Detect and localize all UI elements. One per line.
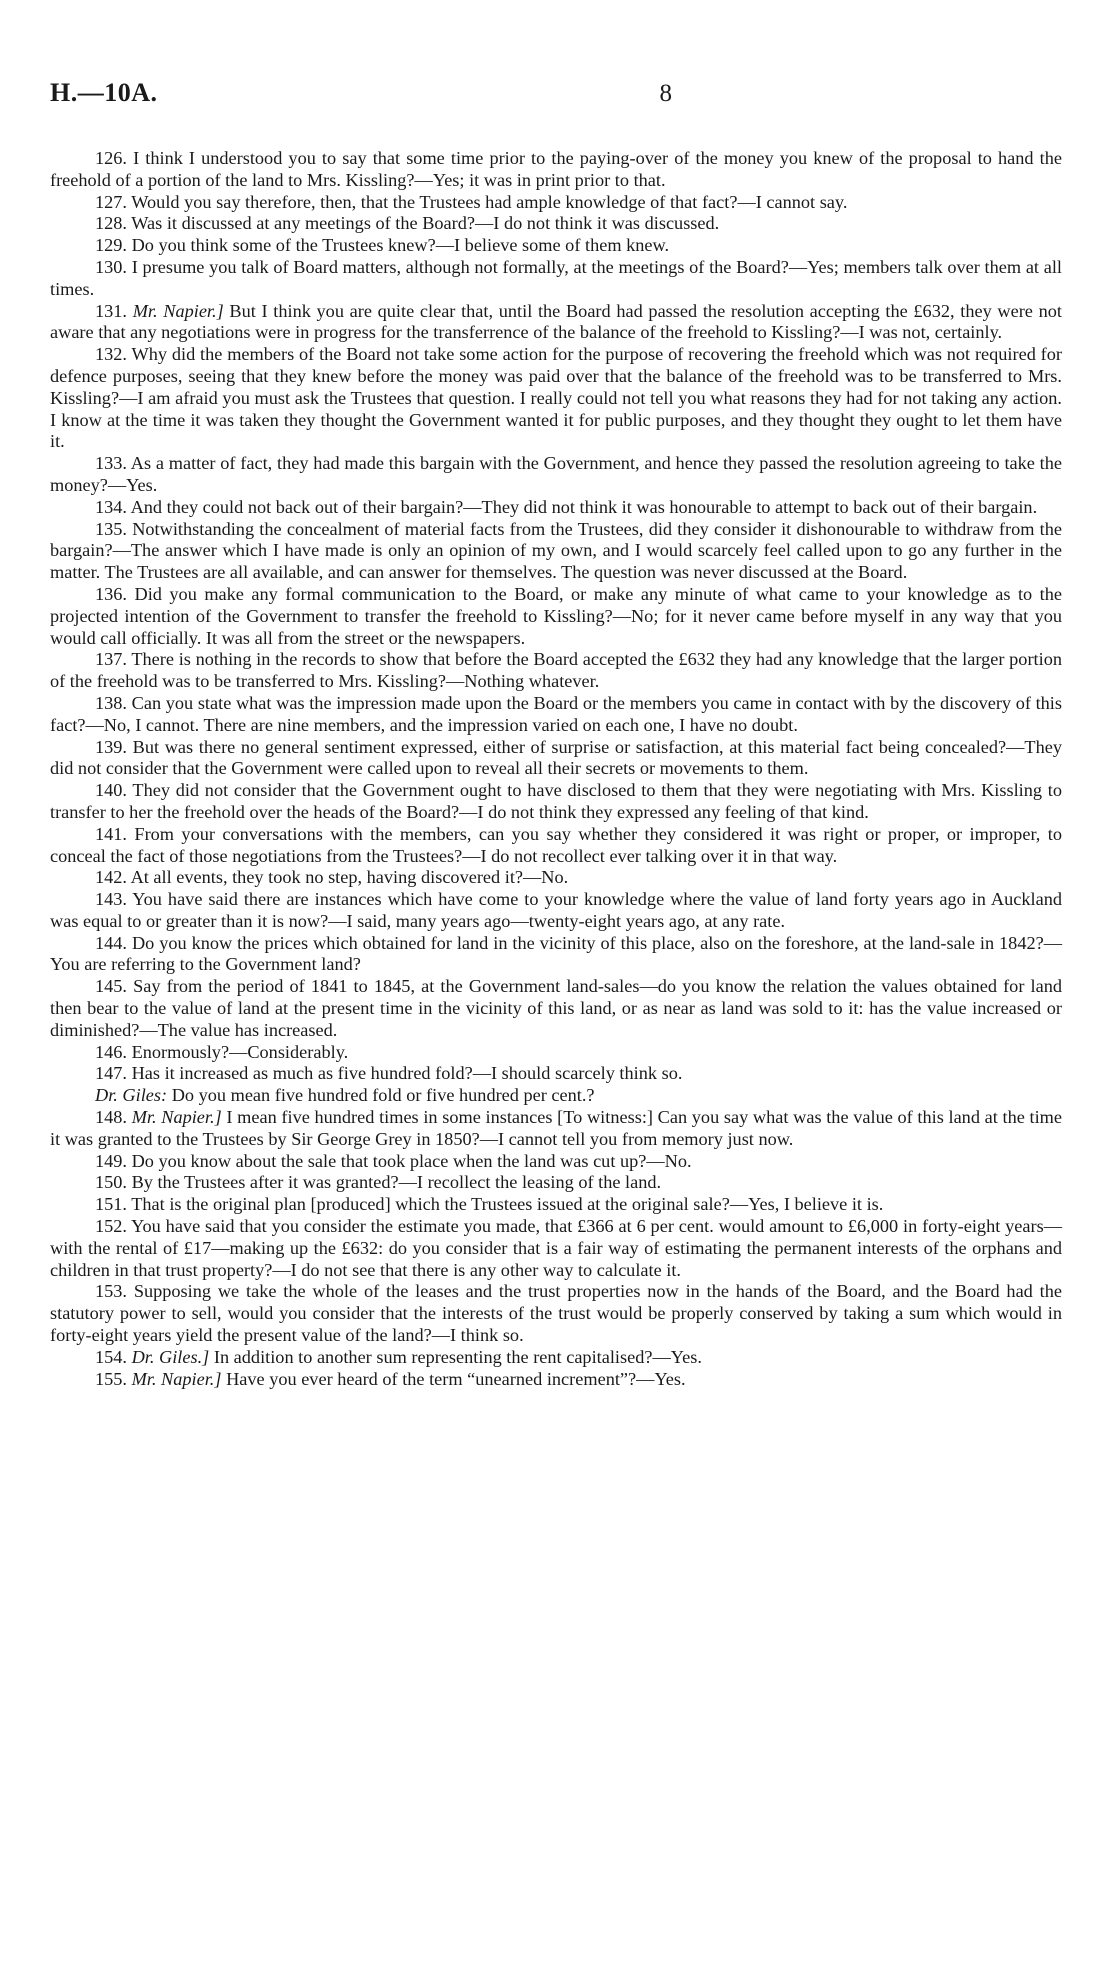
page-number: 8 bbox=[659, 80, 672, 107]
question-number: 155. bbox=[95, 1368, 127, 1389]
testimony-paragraph bbox=[50, 693, 1062, 737]
paragraph-text: At all events, they took no step, having discovered it?—No. bbox=[130, 867, 569, 888]
paragraph-text: Do you mean five hundred fold or five hundred per cent.? bbox=[171, 1085, 595, 1106]
paragraph-text: Has it increased as much as five hundred fold?—I should scarcely think so. bbox=[131, 1063, 683, 1084]
testimony-paragraph bbox=[50, 213, 1062, 235]
question-number: 128. bbox=[95, 213, 127, 234]
paragraph-text: Why did the members of the Board not take some action for the purpose of recovering the freehold which was not required for defence purposes, seeing that they knew before the money was paid over that the balance of the freehold was to be transferred to Mrs. Kissling?—I am afraid you must ask the Trustees that question. I really could not tell you what reasons they had for not taking any action. I know at the time it was taken they thought the Government wanted it for public purposes, and they thought they ought to let them have it. bbox=[50, 344, 1062, 452]
testimony-paragraph bbox=[50, 1216, 1062, 1281]
testimony-paragraph bbox=[50, 584, 1062, 649]
question-number: 134. bbox=[95, 496, 127, 517]
testimony-paragraph bbox=[50, 497, 1062, 519]
speaker-name: Dr. Giles.] bbox=[131, 1346, 210, 1367]
paragraph-text: Have you ever heard of the term “unearned increment”?—Yes. bbox=[226, 1368, 686, 1389]
paragraph-text: In addition to another sum representing the rent capitalised?—Yes. bbox=[213, 1346, 702, 1367]
question-number: 137. bbox=[95, 649, 127, 670]
paragraph-text: Did you make any formal communication to the Board, or make any minute of what came to your knowledge as to the projected intention of the Government to transfer the freehold to Kissling?—No; for it never came before myself in any way that you would call officially. It was all from the street or the newspapers. bbox=[50, 583, 1062, 648]
question-number: 132. bbox=[95, 344, 127, 365]
testimony-paragraph bbox=[50, 235, 1062, 257]
question-number: 149. bbox=[95, 1150, 127, 1171]
testimony-paragraph bbox=[50, 192, 1062, 214]
question-number: 141. bbox=[95, 823, 127, 844]
testimony-paragraph bbox=[50, 780, 1062, 824]
question-number: 140. bbox=[95, 780, 127, 801]
paragraph-text: Would you say therefore, then, that the Trustees had ample knowledge of that fact?—I cannot say. bbox=[131, 191, 848, 212]
paragraph-text: You have said there are instances which have come to your knowledge where the value of land forty years ago in Auckland was equal to or greater than it is now?—I said, many years ago—twenty-eight years ago, at any rate. bbox=[50, 889, 1062, 931]
paragraph-text: I presume you talk of Board matters, although not formally, at the meetings of the Board?—Yes; members talk over them at all times. bbox=[50, 256, 1062, 299]
paragraph-text: But I think you are quite clear that, until the Board had passed the resolution accepting the £632, they were not aware that any negotiations were in progress for the transferrence of the balance of the freehold to Kissling?—I was not, certainly. bbox=[50, 300, 1062, 343]
testimony-paragraph bbox=[50, 737, 1062, 781]
document-reference: H.—10A. bbox=[50, 78, 158, 107]
testimony-paragraph bbox=[50, 1172, 1062, 1194]
testimony-paragraph bbox=[50, 1347, 1062, 1369]
paragraph-text: I mean five hundred times in some instances [To witness:] Can you say what was the value of this land at the time it was granted to the Trustees by Sir George Grey in 1850?—I cannot tell you from memory just now. bbox=[50, 1107, 1062, 1149]
paragraph-text: Enormously?—Considerably. bbox=[131, 1041, 349, 1062]
question-number: 133. bbox=[95, 453, 127, 474]
testimony-paragraph bbox=[50, 148, 1062, 192]
testimony-paragraph bbox=[50, 1369, 1062, 1391]
testimony-paragraph bbox=[50, 519, 1062, 584]
speaker-name: Mr. Napier.] bbox=[131, 1368, 222, 1389]
testimony-paragraph bbox=[50, 867, 1062, 889]
question-number: 144. bbox=[95, 932, 127, 953]
testimony-paragraph bbox=[50, 1194, 1062, 1216]
question-number: 151. bbox=[95, 1194, 127, 1215]
paragraph-text: Do you think some of the Trustees knew?—I believe some of them knew. bbox=[131, 235, 670, 256]
testimony-paragraph bbox=[50, 257, 1062, 301]
speaker-name: Mr. Napier.] bbox=[132, 300, 224, 321]
question-number: 126. bbox=[95, 148, 127, 168]
testimony-paragraph bbox=[50, 453, 1062, 497]
question-number: 143. bbox=[95, 889, 127, 910]
question-number: 148. bbox=[95, 1107, 127, 1128]
question-number: 136. bbox=[95, 583, 127, 604]
paragraph-text: Supposing we take the whole of the leases and the trust properties now in the hands of the Board, and the Board had the statutory power to sell, would you consider that the interests of the trust would be properly conserved by taking a sum which would in forty-eight years yield the present value of the land?—I think so. bbox=[50, 1281, 1062, 1346]
testimony-paragraph bbox=[50, 1281, 1062, 1346]
question-number: 131. bbox=[95, 300, 127, 321]
testimony-paragraph bbox=[50, 1085, 1062, 1107]
testimony-paragraph bbox=[50, 344, 1062, 453]
testimony-paragraph bbox=[50, 933, 1062, 977]
paragraph-text: Notwithstanding the concealment of material facts from the Trustees, did they consider it dishonourable to withdraw from the bargain?—The answer which I have made is only an opinion of my own, and I would scarcely feel called upon to go any further in the matter. The Trustees are all available, and can answer for themselves. The question was never discussed at the Board. bbox=[50, 518, 1062, 583]
question-number: 138. bbox=[95, 692, 127, 713]
question-number: 152. bbox=[95, 1216, 127, 1237]
paragraph-text: Can you state what was the impression made upon the Board or the members you came in contact with by the discovery of this fact?—No, I cannot. There are nine members, and the impression varied on each one, I have no doubt. bbox=[50, 692, 1062, 735]
question-number: 145. bbox=[95, 976, 127, 997]
speaker-name: Mr. Napier.] bbox=[131, 1107, 222, 1128]
question-number: 147. bbox=[95, 1063, 127, 1084]
question-number: 127. bbox=[95, 191, 127, 212]
paragraph-text: From your conversations with the members, can you say whether they considered it was right or proper, or improper, to conceal the fact of those negotiations from the Trustees?—I do not recollect ever talking over it in that way. bbox=[50, 823, 1062, 866]
testimony-paragraph bbox=[50, 1042, 1062, 1064]
question-number: 139. bbox=[95, 736, 127, 757]
paragraph-text: Do you know about the sale that took place when the land was cut up?—No. bbox=[131, 1150, 692, 1171]
paragraph-text: You have said that you consider the estimate you made, that £366 at 6 per cent. would amount to £6,000 in forty-eight years—with the rental of £17—making up the £632: do you consider that is a fair way of estimating the permanent interests of the orphans and children in that trust property?—I do not see that there is any other way to calculate it. bbox=[50, 1216, 1062, 1280]
testimony-paragraph bbox=[50, 824, 1062, 868]
paragraph-text: I think I understood you to say that some time prior to the paying-over of the money you knew of the proposal to hand the freehold of a portion of the land to Mrs. Kissling?—Yes; it was in print prior to that. bbox=[50, 148, 1062, 190]
paragraph-text: As a matter of fact, they had made this bargain with the Government, and hence they passed the resolution agreeing to take the money?—Yes. bbox=[50, 453, 1063, 495]
paragraph-text: And they could not back out of their bargain?—They did not think it was honourable to attempt to back out of their bargain. bbox=[130, 496, 1038, 517]
question-number: 129. bbox=[95, 235, 127, 256]
paragraph-text: There is nothing in the records to show that before the Board accepted the £632 they had any knowledge that the larger portion of the freehold was to be transferred to Mrs. Kissling?—Nothing whatever. bbox=[50, 649, 1062, 692]
speaker-name: Dr. Giles: bbox=[95, 1085, 168, 1106]
testimony-paragraph bbox=[50, 301, 1062, 345]
paragraph-text: But was there no general sentiment expressed, either of surprise or satisfaction, at this material fact being concealed?—They did not consider that the Government were called upon to reveal all their secrets or movements to them. bbox=[50, 736, 1062, 779]
testimony-body bbox=[50, 148, 1062, 1390]
paragraph-text: That is the original plan [produced] which the Trustees issued at the original sale?—Yes, I believe it is. bbox=[131, 1194, 884, 1215]
question-number: 142. bbox=[95, 867, 127, 888]
paragraph-text: Do you know the prices which obtained for land in the vicinity of this place, also on the foreshore, at the land-sale in 1842?—You are referring to the Government land? bbox=[50, 932, 1062, 975]
question-number: 153. bbox=[95, 1281, 127, 1302]
testimony-paragraph bbox=[50, 889, 1062, 933]
document-page bbox=[50, 78, 1062, 1390]
testimony-paragraph bbox=[50, 1107, 1062, 1151]
testimony-paragraph bbox=[50, 1063, 1062, 1085]
testimony-paragraph bbox=[50, 1151, 1062, 1173]
question-number: 130. bbox=[95, 256, 127, 277]
question-number: 146. bbox=[95, 1041, 127, 1062]
question-number: 135. bbox=[95, 518, 127, 539]
paragraph-text: Say from the period of 1841 to 1845, at the Government land-sales—do you know the relation the values obtained for land then bear to the value of land at the present time in the vicinity of this land, or as near as land was sold to it: has the value increased or diminished?—The value has increased. bbox=[50, 976, 1062, 1040]
testimony-paragraph bbox=[50, 976, 1062, 1041]
question-number: 150. bbox=[95, 1172, 127, 1193]
paragraph-text: By the Trustees after it was granted?—I recollect the leasing of the land. bbox=[131, 1172, 662, 1193]
paragraph-text: They did not consider that the Government ought to have disclosed to them that they were negotiating with Mrs. Kissling to transfer to her the freehold over the heads of the Board?—I do not think they expressed any feeling of that kind. bbox=[50, 780, 1062, 822]
testimony-paragraph bbox=[50, 649, 1062, 693]
paragraph-text: Was it discussed at any meetings of the Board?—I do not think it was discussed. bbox=[131, 213, 720, 234]
question-number: 154. bbox=[95, 1346, 127, 1367]
page-header bbox=[50, 78, 1062, 108]
